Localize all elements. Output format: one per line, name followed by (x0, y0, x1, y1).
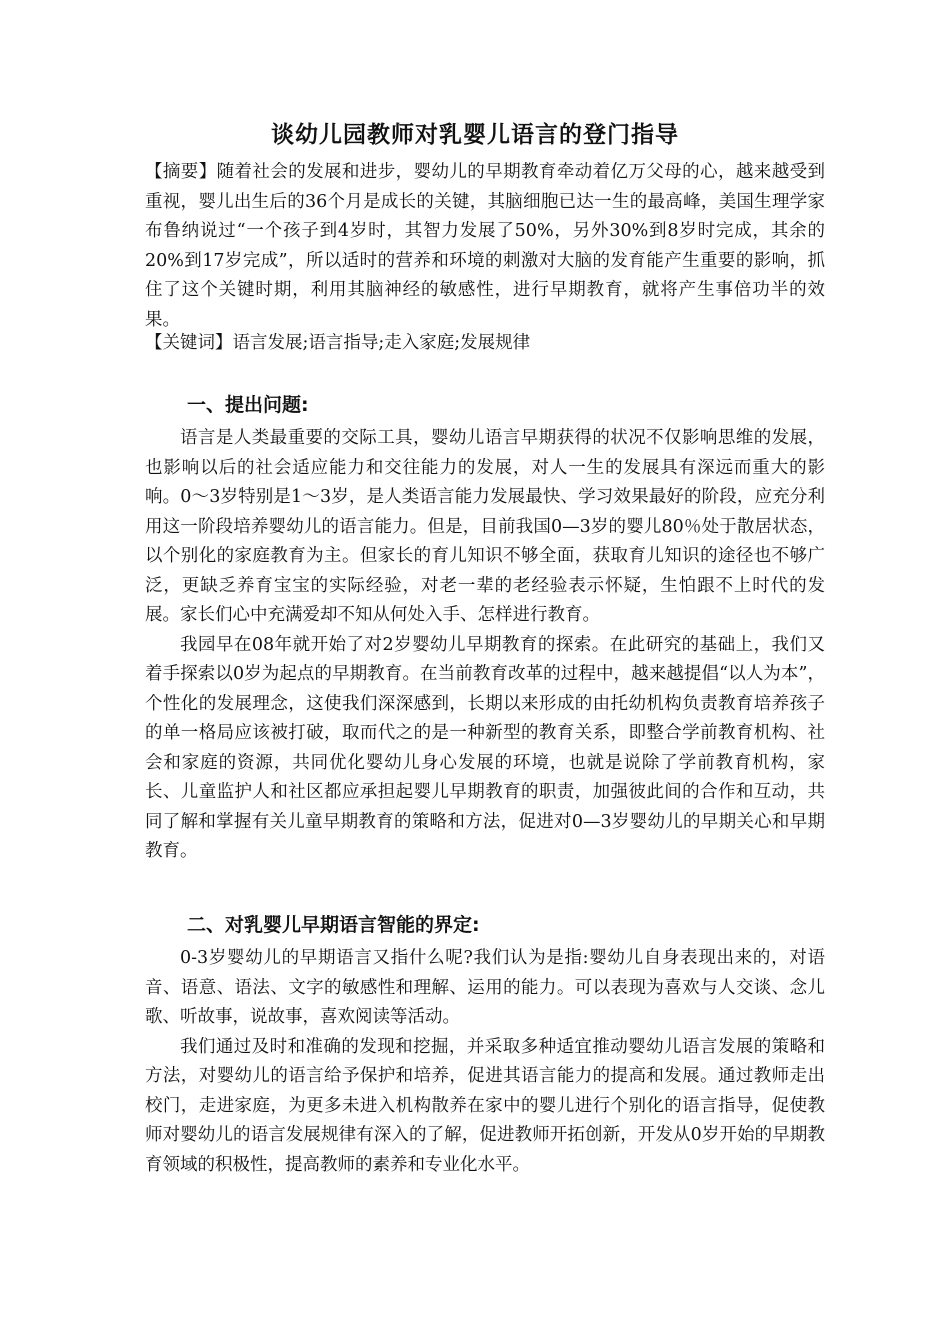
section-1-body (145, 424, 825, 867)
keywords-text: 语言发展;语言指导;走入家庭;发展规律 (232, 333, 531, 353)
keywords (145, 329, 825, 359)
section-1-heading: 一、提出问题: (187, 394, 309, 416)
abstract-text: 随着社会的发展和进步，婴幼儿的早期教育牵动着亿万父母的心，越来越受到重视，婴儿出生后的36个月是成长的关键，其脑细胞已达一生的最高峰，美国生理学家布鲁纳说过“一个孩子到4岁时，其智力发展了50%，另外30%到8岁时完成，其余的20%到17岁完成”，所以适时的营养和环境的刺激对大脑的发育能产生重要的影响，抓住了这个关键时期，利用其脑神经的敏感性，进行早期教育，就将产生事倍功半的效果。 (145, 162, 826, 330)
section-2-heading: 二、对乳婴儿早期语言智能的界定: (187, 914, 480, 936)
keywords-label: 【关键词】 (145, 333, 233, 353)
section-1-paragraph-1: 语言是人类最重要的交际工具，婴幼儿语言早期获得的状况不仅影响思维的发展，也影响以后的社会适应能力和交往能力的发展，对人一生的发展具有深远而重大的影响。0～3岁特别是1～3岁，是人类语言能力发展最快、学习效果最好的阶段，应充分利用这一阶段培养婴幼儿的语言能力。但是，目前我国0—3岁的婴儿80％处于散居状态，以个别化的家庭教育为主。但家长的育儿知识不够全面，获取育儿知识的途径也不够广泛，更缺乏养育宝宝的实际经验，对老一辈的老经验表示怀疑，生怕跟不上时代的发展。家长们心中充满爱却不知从何处入手、怎样进行教育。 (145, 428, 825, 625)
section-2-paragraph-2: 我们通过及时和准确的发现和挖掘，并采取多种适宜推动婴幼儿语言发展的策略和方法，对婴幼儿的语言给予保护和培养，促进其语言能力的提高和发展。通过教师走出校门，走进家庭，为更多未进入机构散养在家中的婴儿进行个别化的语言指导，促使教师对婴幼儿的语言发展规律有深入的了解，促进教师开拓创新，开发从0岁开始的早期教育领域的积极性，提高教师的素养和专业化水平。 (145, 1036, 825, 1175)
abstract-label: 【摘要】 (145, 162, 217, 182)
section-2-paragraph-1: 0-3岁婴幼儿的早期语言又指什么呢?我们认为是指:婴幼儿自身表现出来的，对语音、语意、语法、文字的敏感性和理解、运用的能力。可以表现为喜欢与人交谈、念儿歌、听故事，说故事，喜欢阅读等活动。 (145, 948, 825, 1027)
section-2-body (145, 944, 825, 1180)
section-1-paragraph-2: 我园早在08年就开始了对2岁婴幼儿早期教育的探索。在此研究的基础上，我们又着手探索以0岁为起点的早期教育。在当前教育改革的过程中，越来越提倡“以人为本”，个性化的发展理念，这使我们深深感到，长期以来形成的由托幼机构负责教育培养孩子的单一格局应该被打破，取而代之的是一种新型的教育关系，即整合学前教育机构、社会和家庭的资源，共同优化婴幼儿身心发展的环境，也就是说除了学前教育机构，家长、儿童监护人和社区都应承担起婴儿早期教育的职责，加强彼此间的合作和互动，共同了解和掌握有关儿童早期教育的策略和方法，促进对0—3岁婴幼儿的早期关心和早期教育。 (145, 634, 825, 861)
document-title: 谈幼儿园教师对乳婴儿语言的登门指导 (271, 122, 679, 148)
abstract (145, 158, 825, 335)
